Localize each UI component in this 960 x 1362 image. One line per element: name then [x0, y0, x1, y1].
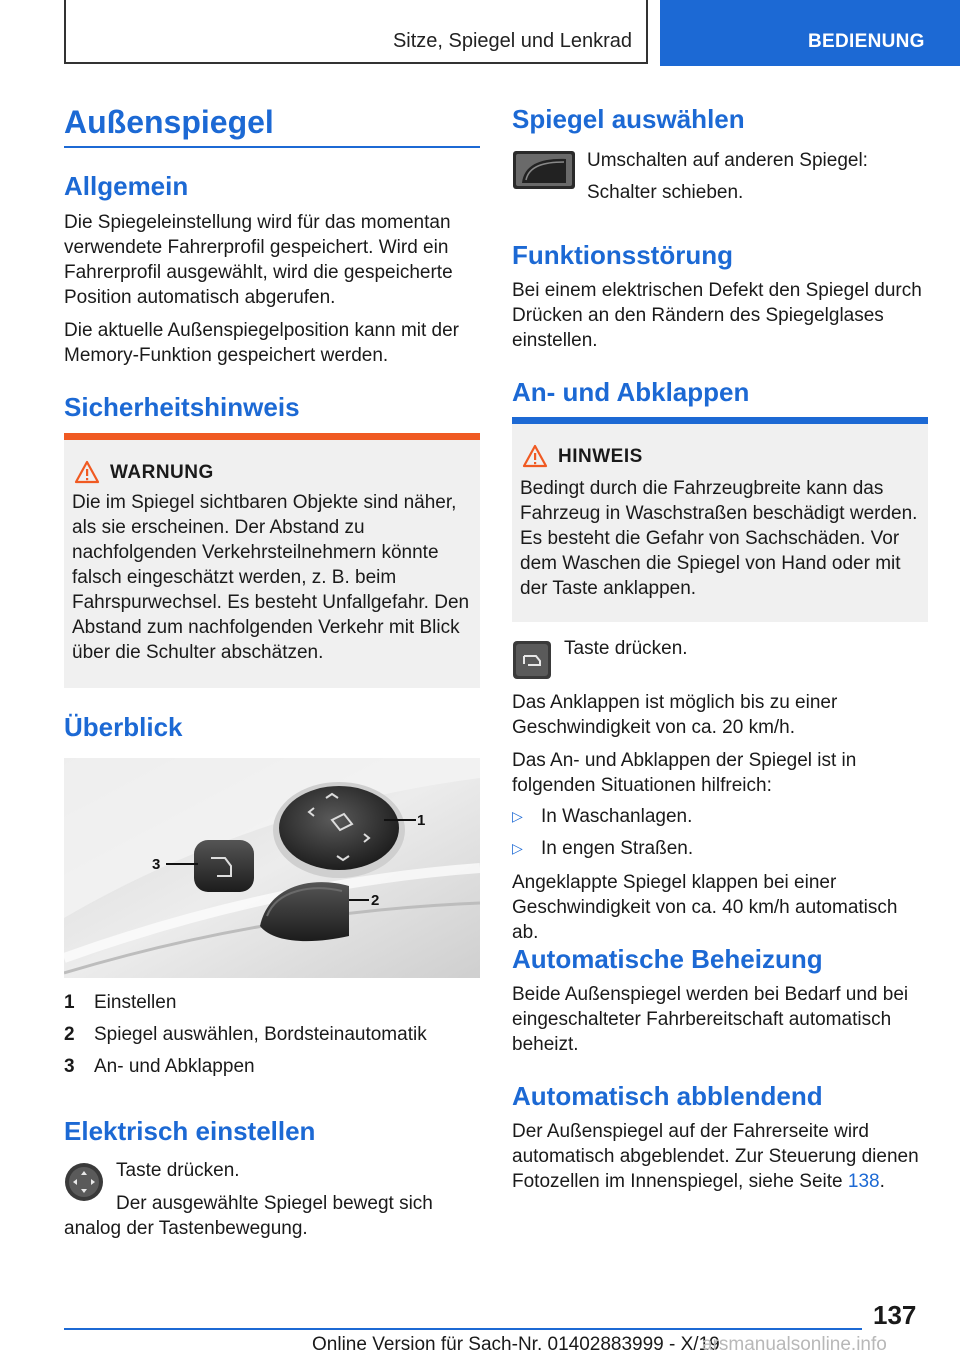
heading-ueberblick: Überblick [64, 712, 183, 742]
hinweis-box [512, 424, 928, 622]
hinweis-label: HINWEIS [558, 446, 643, 467]
warning-rule [64, 433, 480, 440]
heading-automatische-beheizung: Automatische Beheizung [512, 944, 823, 974]
list-item-text: In Waschanlagen. [541, 806, 693, 827]
klappen-paragraph-3: Angeklappte Spiegel klappen bei einer Geschwindigkeit von ca. 40 km/h automatisch ab. [512, 872, 898, 943]
online-version-text: Online Version für Sach-Nr. 01402883999 - X/19 [312, 1334, 720, 1355]
legend-number: 3 [64, 1056, 75, 1077]
abblendend-text: Der Außenspiegel auf der Fahrerseite wird automatisch abgeblendet. Zur Steuerung dienen Fotozellen im Innenspiegel, siehe Seite [512, 1121, 919, 1192]
abblendend-text-end: . [879, 1171, 885, 1192]
auswaehlen-line-1: Umschalten auf anderen Spiegel: [587, 150, 868, 171]
triangle-bullet-icon: ▷ [512, 808, 523, 824]
page-reference-link[interactable]: 138 [847, 1171, 880, 1192]
title-rule [64, 146, 480, 148]
chapter-tab-label: BEDIENUNG [808, 31, 925, 52]
callout-1: 1 [417, 812, 426, 829]
klappen-press: Taste drücken. [564, 638, 688, 659]
callout-2: 2 [371, 892, 380, 909]
footer-rule [64, 1328, 862, 1330]
chapter-tab[interactable] [660, 0, 960, 66]
hinweis-triangle-icon [522, 444, 548, 468]
elektrisch-line-1: Taste drücken. [116, 1160, 240, 1181]
paragraph-funktionsstoerung: Bei einem elektrischen Defekt den Spiegel durch Drücken an den Rändern des Spiegelglases einstellen. [512, 280, 922, 351]
paragraph-allgemein-1: Die Spiegeleinstellung wird für das momentan verwendete Fahrerprofil gespeichert. Wird ein Fahrerprofil ausgewählt, wird die gespeicherte Position automatisch abgerufen. [64, 212, 453, 308]
mirror-controls-illustration [64, 758, 480, 978]
hinweis-rule [512, 417, 928, 424]
callout-3: 3 [152, 856, 161, 873]
heading-automatisch-abblendend: Automatisch abblendend [512, 1081, 823, 1111]
legend-number: 1 [64, 992, 75, 1013]
mirror-select-switch-icon [512, 150, 576, 190]
warning-triangle-icon [74, 460, 100, 484]
legend-number: 2 [64, 1024, 75, 1045]
heading-allgemein: Allgemein [64, 171, 189, 201]
heading-elektrisch-einstellen: Elektrisch einstellen [64, 1116, 316, 1146]
warning-box [64, 440, 480, 688]
paragraph-beheizung: Beide Außenspiegel werden bei Bedarf und bei eingeschalteter Fahrbereitschaft automatisch beheizt. [512, 984, 909, 1055]
warning-text: Die im Spiegel sichtbaren Objekte sind näher, als sie erscheinen. Der Abstand zu nachfolgenden Verkehrsteilnehmern könnte falsch eingeschätzt werden, z. B. beim Fahrspurwechsel. Es besteht Unfallgefahr. Den Abstand zum nachfolgenden Verkehr mit Blick über die Schulter abschätzen. [72, 492, 470, 663]
mirror-fold-button-icon [512, 640, 552, 680]
auswaehlen-line-2: Schalter schieben. [587, 182, 744, 203]
legend-text: Einstellen [94, 992, 177, 1013]
header-frame [64, 0, 648, 64]
page-number: 137 [873, 1300, 917, 1330]
list-item-text: In engen Straßen. [541, 838, 694, 859]
elektrisch-line-2: Der ausgewählte Spiegel bewegt sich analog der Tastenbewegung. [64, 1193, 433, 1239]
mirror-controls-figure [64, 758, 480, 978]
warning-label: WARNUNG [110, 462, 214, 483]
section-title: Sitze, Spiegel und Lenkrad [392, 30, 632, 52]
watermark: arsmanualsonline.info [702, 1334, 887, 1355]
triangle-bullet-icon: ▷ [512, 840, 523, 856]
klappen-paragraph-2: Das An- und Abklappen der Spiegel ist in folgenden Situationen hilfreich: [512, 750, 857, 796]
klappen-paragraph-1: Das Anklappen ist möglich bis zu einer Geschwindigkeit von ca. 20 km/h. [512, 692, 838, 738]
heading-an-und-abklappen: An- und Abklappen [512, 377, 750, 407]
paragraph-allgemein-2: Die aktuelle Außenspiegelposition kann mit der Memory-Funktion gespeichert werden. [64, 320, 460, 366]
heading-sicherheitshinweis: Sicherheitshinweis [64, 392, 300, 422]
legend-text: An- und Abklappen [94, 1056, 255, 1077]
hinweis-text: Bedingt durch die Fahrzeugbreite kann das Fahrzeug in Waschstraßen beschädigt werden. Es besteht die Gefahr von Sachschäden. Vor dem Waschen die Spiegel von Hand oder mit der Taste anklappen. [520, 478, 918, 599]
paragraph-abblendend [512, 1119, 928, 1194]
legend-text: Spiegel auswählen, Bordsteinautomatik [94, 1024, 427, 1045]
page-title: Außenspiegel [64, 104, 274, 140]
heading-spiegel-auswaehlen: Spiegel auswählen [512, 104, 745, 134]
heading-funktionsstoerung: Funktionsstörung [512, 240, 733, 270]
